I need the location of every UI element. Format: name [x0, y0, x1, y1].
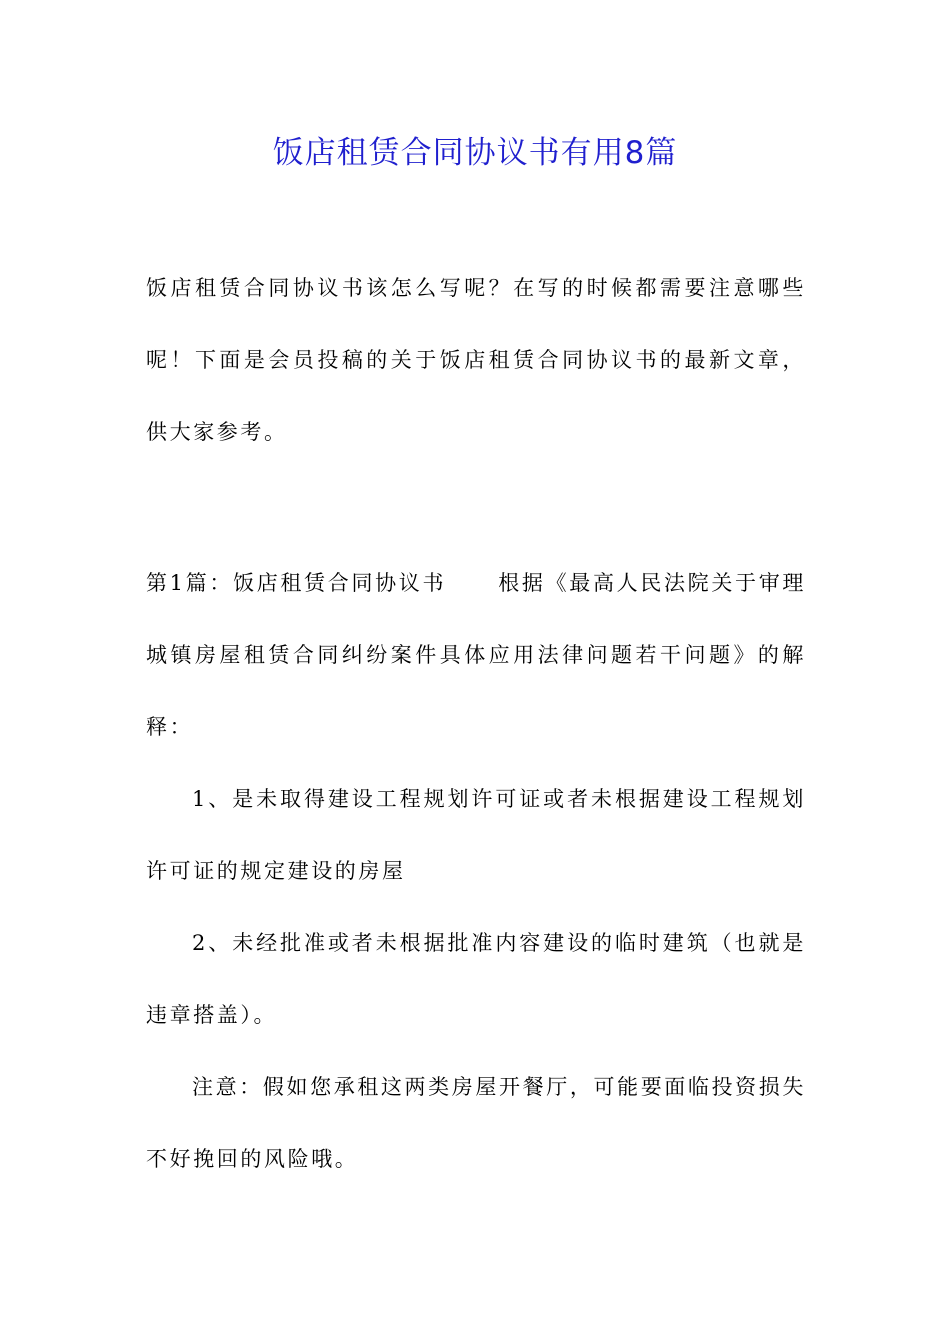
section-1-first-paragraph [146, 547, 806, 763]
intro-paragraph [146, 252, 806, 468]
section-1 [146, 547, 806, 1195]
section-1-item-1: 1、是未取得建设工程规划许可证或者未根据建设工程规划许可证的规定建设的房屋 [146, 787, 806, 883]
intro-text: 饭店租赁合同协议书该怎么写呢？在写的时候都需要注意哪些呢！下面是会员投稿的关于饭店租赁合同协议书的最新文章，供大家参考。 [146, 276, 806, 444]
section-1-item-2: 2、未经批准或者未根据批准内容建设的临时建筑（也就是违章搭盖）。 [146, 931, 806, 1027]
section-1-lead: 根据《最高人民法院关于审理城镇房屋租赁合同纠纷案件具体应用法律问题若干问题》的解释： [146, 571, 806, 739]
section-1-note: 注意：假如您承租这两类房屋开餐厅，可能要面临投资损失不好挽回的风险哦。 [146, 1075, 806, 1171]
document-title: 饭店租赁合同协议书有用8篇 [272, 135, 678, 171]
section-1-heading: 第1篇：饭店租赁合同协议书 [146, 571, 447, 595]
